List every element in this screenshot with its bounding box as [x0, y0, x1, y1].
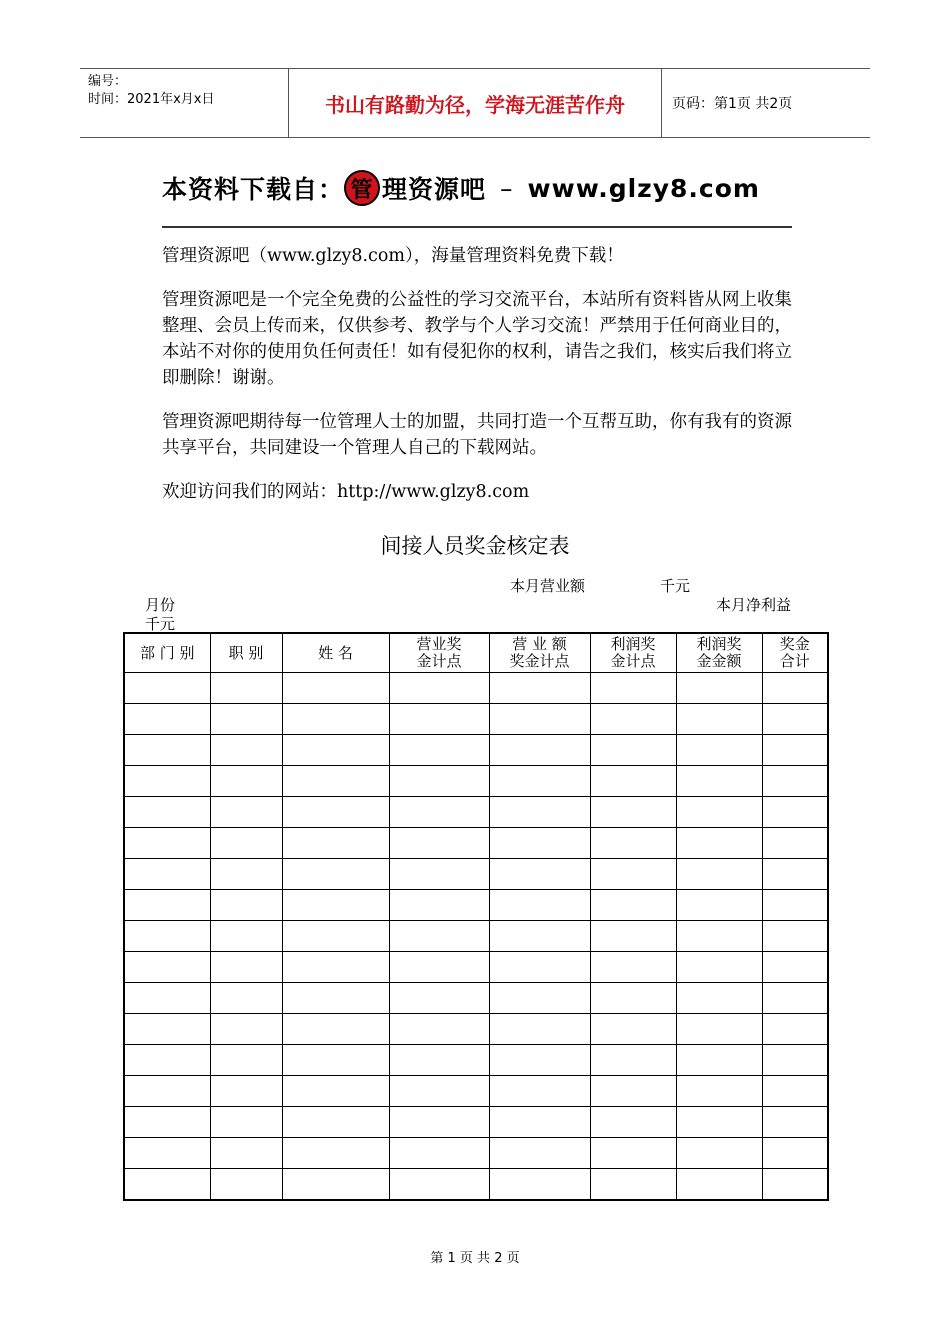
intro-text	[162, 243, 794, 523]
table-cell	[210, 766, 282, 797]
table-cell	[489, 1045, 590, 1076]
table-cell	[489, 704, 590, 735]
table-cell	[124, 766, 210, 797]
table-cell	[282, 797, 389, 828]
table-cell	[489, 1076, 590, 1107]
table-cell	[282, 704, 389, 735]
intro-paragraph-3: 管理资源吧期待每一位管理人士的加盟，共同打造一个互帮互助，你有我有的资源共享平台，共同建设一个管理人自己的下载网站。	[162, 412, 792, 458]
table-row	[124, 1014, 828, 1045]
table-cell	[389, 828, 489, 859]
table-cell	[489, 766, 590, 797]
table-cell	[124, 828, 210, 859]
table-body	[124, 673, 828, 1201]
table-cell	[210, 890, 282, 921]
table-header-row	[124, 633, 828, 673]
table-cell	[210, 673, 282, 704]
table-cell	[489, 921, 590, 952]
table-cell	[210, 797, 282, 828]
table-cell	[282, 921, 389, 952]
table-cell	[676, 766, 762, 797]
table-row	[124, 704, 828, 735]
page-footer: 第 1 页 共 2 页	[430, 1251, 520, 1266]
table-cell	[282, 1014, 389, 1045]
table-cell	[124, 735, 210, 766]
table-cell	[590, 735, 676, 766]
column-header: 利润奖 金金额	[676, 633, 762, 673]
table-cell	[282, 983, 389, 1014]
column-header: 职 别	[210, 633, 282, 673]
column-header: 营业奖 金计点	[389, 633, 489, 673]
table-cell	[489, 735, 590, 766]
table-cell	[762, 1138, 828, 1169]
table-cell	[124, 952, 210, 983]
table-cell	[489, 890, 590, 921]
table-cell	[210, 704, 282, 735]
column-header: 营 业 额 奖金计点	[489, 633, 590, 673]
table-cell	[590, 1014, 676, 1045]
table-cell	[489, 1138, 590, 1169]
table-cell	[389, 735, 489, 766]
time-label: 时间：2021年x月x日	[88, 92, 215, 107]
table-cell	[762, 952, 828, 983]
banner-prefix: 本资料下载自：	[162, 175, 345, 204]
table-cell	[762, 673, 828, 704]
table-cell	[590, 1169, 676, 1201]
table-cell	[489, 828, 590, 859]
table-cell	[210, 1076, 282, 1107]
header-meta	[80, 69, 289, 137]
table-cell	[124, 921, 210, 952]
table-cell	[282, 952, 389, 983]
table-cell	[282, 1169, 389, 1201]
column-header: 利润奖 金计点	[590, 633, 676, 673]
table-cell	[282, 859, 389, 890]
table-cell	[676, 673, 762, 704]
table-cell	[389, 983, 489, 1014]
table-cell	[762, 735, 828, 766]
table-cell	[282, 828, 389, 859]
table-cell	[389, 766, 489, 797]
table-cell	[124, 704, 210, 735]
table-cell	[124, 1138, 210, 1169]
table-cell	[676, 921, 762, 952]
header-page-info: 页码：第1页 共2页	[672, 96, 793, 112]
sales-label: 本月营业额	[510, 577, 586, 595]
column-header: 奖金 合计	[762, 633, 828, 673]
table-cell	[676, 890, 762, 921]
table-row	[124, 859, 828, 890]
table-cell	[590, 1045, 676, 1076]
table-cell	[124, 1169, 210, 1201]
table-cell	[676, 704, 762, 735]
table-cell	[124, 673, 210, 704]
table-cell	[210, 952, 282, 983]
table-cell	[590, 766, 676, 797]
table-cell	[590, 673, 676, 704]
table-cell	[489, 983, 590, 1014]
table-cell	[124, 797, 210, 828]
column-header: 姓 名	[282, 633, 389, 673]
table-cell	[124, 890, 210, 921]
table-cell	[676, 1045, 762, 1076]
table-cell	[210, 1014, 282, 1045]
table-cell	[389, 1169, 489, 1201]
bonus-table	[123, 632, 829, 1201]
table-cell	[389, 890, 489, 921]
table-cell	[389, 1138, 489, 1169]
table-row	[124, 1045, 828, 1076]
table-cell	[389, 673, 489, 704]
table-cell	[489, 952, 590, 983]
table-cell	[590, 1138, 676, 1169]
table-cell	[389, 952, 489, 983]
table-cell	[676, 1076, 762, 1107]
header-motto: 书山有路勤为径，学海无涯苦作舟	[289, 69, 662, 137]
table-cell	[590, 1107, 676, 1138]
month-label: 月份	[145, 596, 176, 614]
table-cell	[590, 704, 676, 735]
table-row	[124, 1107, 828, 1138]
intro-paragraph-4: 欢迎访问我们的网站：http://www.glzy8.com	[162, 482, 530, 502]
table-row	[124, 828, 828, 859]
table-cell	[676, 859, 762, 890]
table-row	[124, 952, 828, 983]
table-cell	[762, 859, 828, 890]
table-cell	[676, 952, 762, 983]
table-row	[124, 797, 828, 828]
table-cell	[210, 1045, 282, 1076]
document-title: 间接人员奖金核定表	[380, 534, 570, 558]
table-cell	[489, 1169, 590, 1201]
table-cell	[124, 983, 210, 1014]
table-cell	[389, 1045, 489, 1076]
table-cell	[489, 673, 590, 704]
table-cell	[590, 983, 676, 1014]
table-row	[124, 766, 828, 797]
table-cell	[762, 1076, 828, 1107]
table-cell	[282, 1138, 389, 1169]
intro-paragraph-1: 管理资源吧（www.glzy8.com），海量管理资料免费下载！	[162, 246, 624, 266]
page-header	[80, 68, 870, 138]
table-cell	[489, 1107, 590, 1138]
table-cell	[762, 766, 828, 797]
site-logo-icon: 管	[344, 170, 380, 206]
table-cell	[676, 828, 762, 859]
table-cell	[676, 1107, 762, 1138]
table-cell	[389, 1076, 489, 1107]
table-cell	[762, 983, 828, 1014]
table-cell	[124, 1045, 210, 1076]
table-cell	[590, 859, 676, 890]
sales-unit: 千元	[660, 577, 691, 595]
table-cell	[282, 1045, 389, 1076]
table-cell	[590, 828, 676, 859]
table-cell	[210, 1138, 282, 1169]
table-cell	[762, 890, 828, 921]
banner-divider	[162, 226, 792, 228]
table-cell	[489, 797, 590, 828]
table-cell	[210, 983, 282, 1014]
number-label: 编号：	[88, 74, 128, 89]
table-cell	[124, 859, 210, 890]
table-row	[124, 735, 828, 766]
table-cell	[282, 1076, 389, 1107]
banner-site-name: 理资源吧	[382, 175, 487, 204]
table-cell	[590, 921, 676, 952]
table-cell	[590, 1076, 676, 1107]
table-cell	[762, 921, 828, 952]
table-row	[124, 673, 828, 704]
table-cell	[389, 859, 489, 890]
table-row	[124, 983, 828, 1014]
table-row	[124, 1076, 828, 1107]
table-cell	[489, 1014, 590, 1045]
table-cell	[676, 983, 762, 1014]
table-row	[124, 1169, 828, 1201]
table-cell	[590, 797, 676, 828]
table-cell	[210, 828, 282, 859]
table-cell	[282, 735, 389, 766]
table-cell	[210, 921, 282, 952]
table-cell	[762, 704, 828, 735]
intro-paragraph-2: 管理资源吧是一个完全免费的公益性的学习交流平台，本站所有资料皆从网上收集整理、会员上传而来，仅供参考、教学与个人学习交流！严禁用于任何商业目的，本站不对你的使用负任何责任！如有侵犯你的权利，请告之我们，核实后我们将立即删除！谢谢。	[162, 290, 792, 388]
table-row	[124, 1138, 828, 1169]
banner-dash: –	[500, 173, 514, 203]
table-cell	[676, 735, 762, 766]
profit-label: 本月净利益	[716, 596, 792, 614]
table-cell	[762, 1169, 828, 1201]
table-cell	[762, 1014, 828, 1045]
table-cell	[210, 735, 282, 766]
table-cell	[389, 704, 489, 735]
table-cell	[389, 1107, 489, 1138]
download-banner	[162, 168, 792, 208]
table-cell	[282, 673, 389, 704]
table-cell	[389, 797, 489, 828]
table-cell	[389, 1014, 489, 1045]
table-cell	[210, 859, 282, 890]
table-cell	[282, 1107, 389, 1138]
table-cell	[676, 797, 762, 828]
table-cell	[762, 1107, 828, 1138]
table-cell	[489, 859, 590, 890]
table-cell	[762, 1045, 828, 1076]
banner-url: www.glzy8.com	[527, 173, 760, 203]
table-cell	[124, 1076, 210, 1107]
table-cell	[762, 797, 828, 828]
table-cell	[676, 1014, 762, 1045]
profit-unit: 千元	[145, 615, 176, 633]
table-cell	[676, 1169, 762, 1201]
table-cell	[590, 890, 676, 921]
table-cell	[210, 1169, 282, 1201]
table-row	[124, 921, 828, 952]
table-cell	[762, 828, 828, 859]
table-cell	[282, 766, 389, 797]
table-cell	[210, 1107, 282, 1138]
table-cell	[124, 1107, 210, 1138]
column-header: 部 门 别	[124, 633, 210, 673]
table-cell	[282, 890, 389, 921]
table-cell	[590, 952, 676, 983]
table-cell	[676, 1138, 762, 1169]
table-cell	[389, 921, 489, 952]
table-cell	[124, 1014, 210, 1045]
table-row	[124, 890, 828, 921]
